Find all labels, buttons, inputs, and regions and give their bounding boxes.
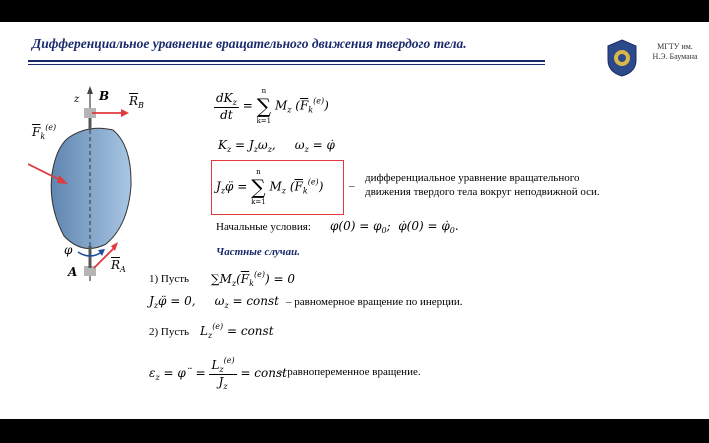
case2-desc: – равнопеременное вращение. [279,366,421,378]
label-a: A [68,265,78,279]
institution-name [643,42,707,62]
slide [0,22,709,419]
case1-label: 1) Пусть [149,273,190,285]
slide-title: Дифференциальное уравнение вращательного движения твердого тела. [32,36,467,51]
rigid-body [51,128,131,248]
equation-2: $K_z = J_z\omega_z$, $\omega_z$ = φ̇ [218,138,335,154]
z-axis-arrowhead [87,86,93,94]
label-b: B [99,89,110,103]
title-underline [28,60,545,62]
label-phi: φ [64,243,73,257]
label-z: z [74,94,80,105]
label-rb: $\overline{R}_B$ [129,94,144,110]
case2-condition: $L_z^{(e)}$ = const [200,322,274,340]
label-fk: $\overline{F}_k^{(e)}$ [32,123,57,141]
case2-label: 2) Пусть [149,326,190,338]
equation-3-desc-line2: движения твердого тела вокруг неподвижной оси. [365,186,600,198]
institution-line2: Н.Э. Баумана [652,52,698,61]
case1-condition: $\sum M_z(\overline{F}_k^{(e)}) = 0$ [211,270,295,288]
force-rb-arrowhead [121,109,129,117]
initial-conditions-eq: $\varphi(0) = \varphi_0$; φ̇(0) = $\varphi̇_0$. [330,219,459,235]
equation-1: $\frac{dK_z}{dt}$ = n ∑ k=1 $M_z$ $(\overline{F}_k^{(e)})$ [216,87,329,125]
initial-conditions-label: Начальные условия: [216,221,311,233]
case2-result: $\varepsilon_z$ = φ¨ = $\frac{L_z^{(e)}}{J_z}$ = const [149,356,287,391]
institution-line1: МГТУ им. [657,42,693,51]
title-underline-thin [28,64,545,65]
equation-3-dash: – [349,180,355,192]
equation-3-desc-line1: дифференциальное уравнение вращательного [365,172,580,184]
university-emblem-icon [605,38,639,78]
rotation-figure [28,86,163,286]
special-cases-heading: Частные случаи. [216,246,300,258]
rotation-arc-arrowhead [98,249,105,256]
equation-3: $J_z\varphï$ = n ∑ k=1 $M_z$ $(\overline{F}_k^{(e)})$ [216,168,324,206]
label-ra: $\overline{R}_A$ [111,258,126,274]
case1-result: $J_z\varphï = 0$, $\omega_z$ = const [149,294,279,310]
case1-desc: – равномерное вращение по инерции. [286,296,463,308]
